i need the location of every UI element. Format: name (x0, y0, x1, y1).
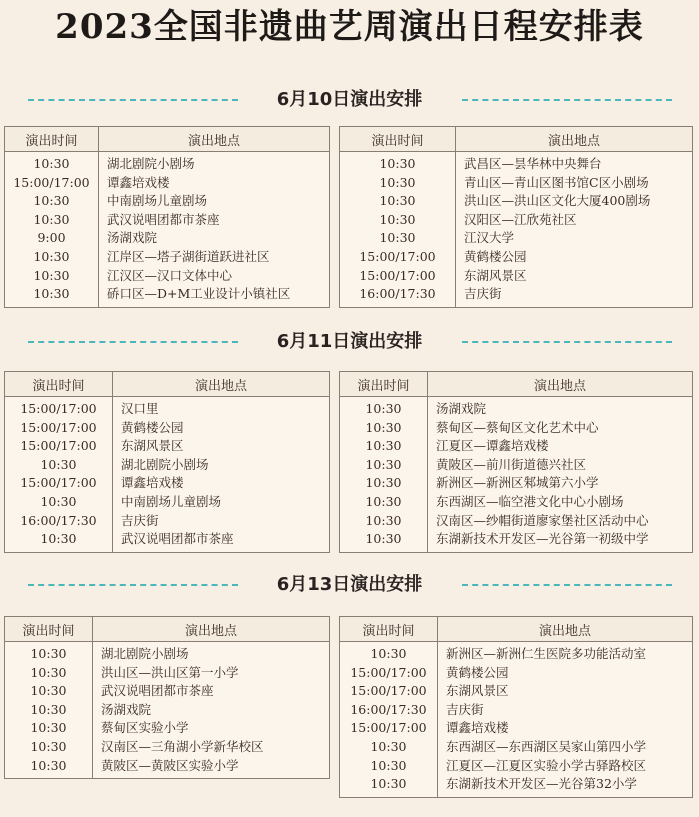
performance-time: 10:30 (5, 664, 93, 683)
schedule-table-june11-left (4, 371, 330, 553)
performance-venue: 东湖风景区 (464, 267, 527, 283)
performance-venue: 东湖风景区 (446, 683, 509, 699)
performance-venue: 汤湖戏院 (436, 401, 487, 416)
performance-venue: 武昌区—昙华林中央舞台 (464, 156, 602, 171)
column-header-time: 演出时间 (340, 372, 428, 397)
table-row (5, 419, 330, 438)
performance-time: 10:30 (340, 229, 456, 248)
table-row (5, 512, 330, 531)
performance-venue: 新洲区—新洲区邾城第六小学 (436, 475, 599, 491)
performance-time: 10:30 (340, 152, 456, 174)
performance-time: 10:30 (5, 757, 93, 779)
performance-time: 15:00/17:00 (5, 474, 113, 493)
performance-venue: 谭鑫培戏楼 (121, 475, 184, 491)
performance-venue: 吉庆街 (446, 701, 484, 717)
table-row (340, 701, 693, 720)
column-header-venue: 演出地点 (438, 617, 693, 642)
table-row (340, 775, 693, 797)
performance-time: 10:30 (340, 642, 438, 664)
performance-time: 10:30 (5, 248, 99, 267)
performance-time: 10:30 (5, 152, 99, 174)
table-row (340, 512, 693, 531)
performance-time: 10:30 (5, 701, 93, 720)
column-header-time: 演出时间 (5, 127, 99, 152)
table-row (340, 397, 693, 419)
table-row (5, 437, 330, 456)
performance-time: 15:00/17:00 (340, 719, 438, 738)
divider-left (28, 584, 238, 586)
table-row (340, 456, 693, 475)
table-row (340, 530, 693, 552)
performance-venue: 东西湖区—东西湖区吴家山第四小学 (446, 738, 647, 754)
section-heading-june10 (0, 88, 699, 112)
performance-venue: 汤湖戏院 (101, 701, 152, 717)
section-title: 6月10日演出安排 (271, 89, 429, 110)
performance-time: 15:00/17:00 (340, 267, 456, 286)
performance-time: 10:30 (340, 757, 438, 776)
performance-time: 10:30 (5, 267, 99, 286)
table-row (5, 211, 330, 230)
performance-venue: 青山区—青山区图书馆C区小剧场 (464, 174, 649, 190)
performance-time: 15:00/17:00 (340, 682, 438, 701)
table-row (340, 174, 693, 193)
section-heading-june11 (0, 330, 699, 354)
section-title: 6月13日演出安排 (271, 574, 429, 595)
performance-venue: 吉庆街 (464, 286, 502, 302)
table-row (340, 719, 693, 738)
performance-venue: 汉南区—三角湖小学新华校区 (101, 738, 264, 754)
performance-venue: 洪山区—洪山区文化大厦400剧场 (464, 193, 651, 209)
performance-venue: 武汉说唱团都市茶座 (101, 683, 214, 699)
performance-time: 15:00/17:00 (5, 419, 113, 438)
performance-time: 10:30 (340, 211, 456, 230)
performance-time: 10:30 (5, 285, 99, 307)
performance-venue: 汤湖戏院 (107, 230, 158, 246)
performance-venue: 中南剧场儿童剧场 (121, 493, 222, 509)
table-header-row (340, 372, 693, 397)
performance-venue: 东西湖区—临空港文化中心小剧场 (436, 493, 624, 509)
divider-left (28, 341, 238, 343)
section-heading-june13 (0, 573, 699, 597)
table-row (5, 248, 330, 267)
performance-time: 10:30 (340, 174, 456, 193)
performance-venue: 武汉说唱团都市茶座 (121, 531, 234, 547)
table-row (5, 701, 330, 720)
performance-venue: 湖北剧院小剧场 (107, 156, 195, 171)
table-row (340, 285, 693, 307)
table-row (5, 267, 330, 286)
schedule-table-june10-right (339, 126, 693, 308)
divider-right (462, 584, 672, 586)
table-row (340, 757, 693, 776)
column-header-time: 演出时间 (340, 127, 456, 152)
table-row (5, 456, 330, 475)
table-row (5, 530, 330, 552)
divider-right (462, 341, 672, 343)
performance-time: 10:30 (340, 419, 428, 438)
performance-time: 15:00/17:00 (5, 174, 99, 193)
table-row (5, 757, 330, 779)
table-header-row (5, 617, 330, 642)
performance-time: 9:00 (5, 229, 99, 248)
performance-venue: 湖北剧院小剧场 (121, 456, 209, 472)
performance-time: 10:30 (5, 530, 113, 552)
table-row (340, 493, 693, 512)
column-header-time: 演出时间 (5, 372, 113, 397)
table-row (5, 285, 330, 307)
performance-time: 10:30 (340, 493, 428, 512)
performance-time: 10:30 (5, 456, 113, 475)
performance-time: 15:00/17:00 (340, 664, 438, 683)
performance-venue: 黄陂区—黄陂区实验小学 (101, 757, 239, 773)
performance-time: 10:30 (5, 719, 93, 738)
table-header-row (5, 127, 330, 152)
performance-venue: 武汉说唱团都市茶座 (107, 211, 220, 227)
performance-venue: 谭鑫培戏楼 (107, 174, 170, 190)
performance-time: 15:00/17:00 (340, 248, 456, 267)
table-row (340, 682, 693, 701)
performance-time: 10:30 (5, 682, 93, 701)
performance-time: 10:30 (340, 456, 428, 475)
page-title: 2023全国非遗曲艺周演出日程安排表 (55, 7, 644, 47)
column-header-venue: 演出地点 (428, 372, 693, 397)
performance-venue: 蔡甸区—蔡甸区文化艺术中心 (436, 419, 599, 435)
table-row (340, 248, 693, 267)
divider-right (462, 99, 672, 101)
performance-venue: 蔡甸区实验小学 (101, 720, 189, 736)
performance-time: 10:30 (5, 211, 99, 230)
table-row (5, 493, 330, 512)
performance-time: 15:00/17:00 (5, 437, 113, 456)
performance-time: 10:30 (340, 775, 438, 797)
performance-venue: 江夏区—江夏区实验小学古驿路校区 (446, 757, 647, 773)
table-row (340, 437, 693, 456)
performance-venue: 谭鑫培戏楼 (446, 720, 509, 736)
column-header-venue: 演出地点 (113, 372, 330, 397)
performance-venue: 黄鹤楼公园 (464, 248, 527, 264)
table-row (5, 152, 330, 174)
table-header-row (340, 127, 693, 152)
table-row (340, 738, 693, 757)
performance-time: 15:00/17:00 (5, 397, 113, 419)
table-row (5, 642, 330, 664)
performance-time: 10:30 (340, 437, 428, 456)
performance-time: 10:30 (340, 738, 438, 757)
table-row (5, 229, 330, 248)
performance-time: 10:30 (340, 397, 428, 419)
performance-time: 10:30 (5, 493, 113, 512)
table-header-row (340, 617, 693, 642)
performance-time: 16:00/17:30 (5, 512, 113, 531)
column-header-venue: 演出地点 (93, 617, 330, 642)
table-row (340, 229, 693, 248)
performance-venue: 东湖新技术开发区—光谷第一初级中学 (436, 531, 649, 547)
table-row (340, 211, 693, 230)
performance-venue: 东湖新技术开发区—光谷第32小学 (446, 776, 637, 792)
performance-venue: 中南剧场儿童剧场 (107, 193, 208, 209)
table-row (5, 738, 330, 757)
performance-venue: 洪山区—洪山区第一小学 (101, 664, 239, 680)
performance-venue: 硚口区—D+M工业设计小镇社区 (107, 286, 291, 302)
table-row (340, 642, 693, 664)
performance-time: 10:30 (5, 192, 99, 211)
performance-time: 10:30 (340, 192, 456, 211)
table-row (5, 474, 330, 493)
performance-venue: 江岸区—塔子湖街道跃进社区 (107, 248, 270, 264)
performance-venue: 黄鹤楼公园 (121, 419, 184, 435)
performance-time: 10:30 (340, 530, 428, 552)
column-header-venue: 演出地点 (99, 127, 330, 152)
performance-time: 10:30 (340, 512, 428, 531)
performance-time: 10:30 (5, 642, 93, 664)
performance-time: 16:00/17:30 (340, 701, 438, 720)
section-title: 6月11日演出安排 (271, 331, 429, 352)
performance-venue: 江汉大学 (464, 230, 515, 246)
performance-venue: 黄鹤楼公园 (446, 664, 509, 680)
divider-left (28, 99, 238, 101)
schedule-table-june13-right (339, 616, 693, 798)
table-row (340, 474, 693, 493)
performance-venue: 湖北剧院小剧场 (101, 646, 189, 661)
performance-venue: 汉南区—纱帽街道廖家堡社区活动中心 (436, 512, 649, 528)
performance-venue: 吉庆街 (121, 512, 159, 528)
table-row (340, 152, 693, 174)
column-header-time: 演出时间 (5, 617, 93, 642)
table-row (5, 397, 330, 419)
performance-venue: 黄陂区—前川街道德兴社区 (436, 456, 587, 472)
table-header-row (5, 372, 330, 397)
table-row (5, 719, 330, 738)
table-row (5, 192, 330, 211)
performance-time: 10:30 (5, 738, 93, 757)
column-header-time: 演出时间 (340, 617, 438, 642)
table-row (5, 174, 330, 193)
performance-venue: 汉口里 (121, 401, 159, 416)
table-row (340, 664, 693, 683)
table-row (5, 682, 330, 701)
performance-venue: 江汉区—汉口文体中心 (107, 267, 233, 283)
performance-venue: 汉阳区—江欣苑社区 (464, 211, 577, 227)
performance-venue: 新洲区—新洲仁生医院多功能活动室 (446, 646, 647, 661)
table-row (5, 664, 330, 683)
column-header-venue: 演出地点 (456, 127, 693, 152)
schedule-table-june11-right (339, 371, 693, 553)
table-row (340, 267, 693, 286)
performance-time: 16:00/17:30 (340, 285, 456, 307)
schedule-table-june10-left (4, 126, 330, 308)
schedule-table-june13-left (4, 616, 330, 779)
performance-time: 10:30 (340, 474, 428, 493)
table-row (340, 419, 693, 438)
performance-venue: 江夏区—谭鑫培戏楼 (436, 438, 549, 454)
performance-venue: 东湖风景区 (121, 438, 184, 454)
table-row (340, 192, 693, 211)
